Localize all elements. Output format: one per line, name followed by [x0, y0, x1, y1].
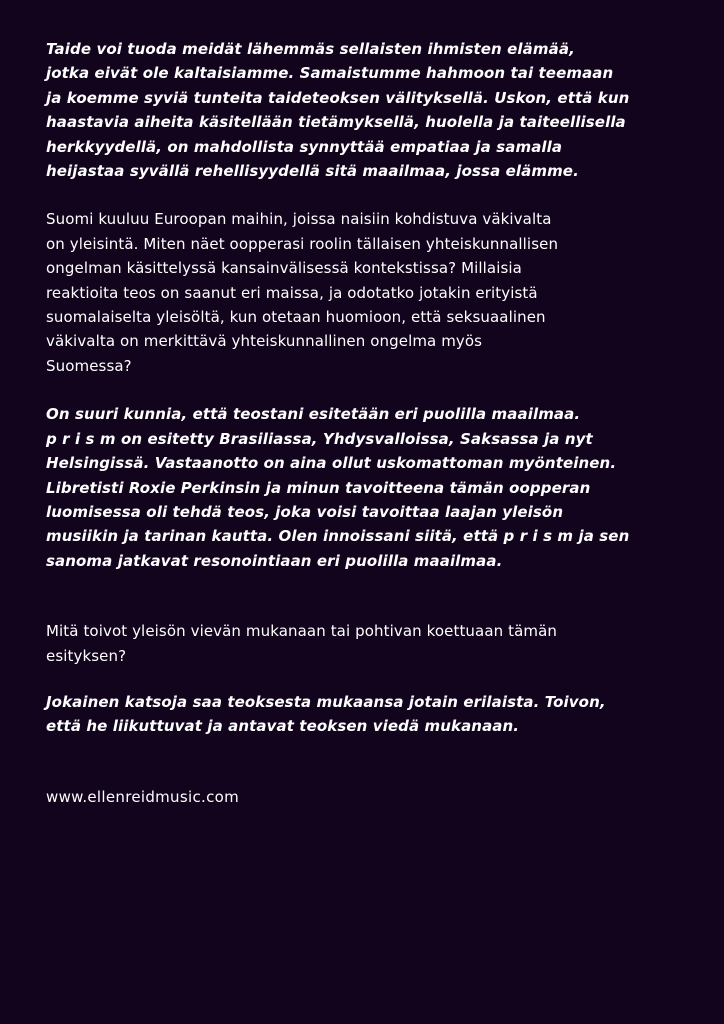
- question-paragraph-audience-takeaway: Mitä toivot yleisön vievän mukanaan tai pohtivan koettuaan tämän esityksen?: [46, 622, 557, 665]
- interview-page: [46, 37, 686, 809]
- answer-paragraph-audience-takeaway: Jokainen katsoja saa teoksesta mukaansa jotain erilaista. Toivon, että he liikuttuvat ja antavat teoksen viedä mukanaan.: [46, 692, 606, 736]
- answer-paragraph-international-reception: On suuri kunnia, että teostani esitetään eri puolilla maailmaa. p r i s m on esitetty Brasiliassa, Yhdysvalloissa, Saksassa ja nyt Helsingissä. Vastaanotto on aina ollut uskomattoman myönteinen. Libretisti Roxie Perkinsin ja minun tavoitteena tämän oopperan luomisessa oli tehdä teos, joka voisi tavoittaa laajan yleisön musiikin ja tarinan kautta. Olen innoissani siitä, että p r i s m ja sen sanoma jatkavat resonointiaan eri puolilla maailmaa.: [46, 405, 630, 570]
- question-paragraph-violence-context: Suomi kuuluu Euroopan maihin, joissa naisiin kohdistuva väkivalta on yleisintä. Miten näet oopperasi roolin tällaisen yhteiskunnallisen ongelman käsittelyssä kansainvälisessä kontekstissa? Millaisia reaktioita teos on saanut eri maissa, ja odotatko jotakin erityistä suomalaiselta yleisöltä, kun otetaan huomioon, että seksuaalinen väkivalta on merkittävä yhteiskunnallinen ongelma myös Suomessa?: [46, 210, 559, 375]
- answer-paragraph-art-empathy: Taide voi tuoda meidät lähemmäs sellaisten ihmisten elämää, jotka eivät ole kaltaisiamme. Samaistumme hahmoon tai teemaan ja koemme syviä tunteita taideteoksen välityksellä. Uskon, että kun haastavia aiheita käsitellään tietämyksellä, huolella ja taiteellisella herkkyydellä, on mahdollista synnyttää empatiaa ja samalla heijastaa syvällä rehellisyydellä sitä maailmaa, jossa elämme.: [46, 40, 630, 181]
- website-link[interactable]: www.ellenreidmusic.com: [46, 787, 240, 806]
